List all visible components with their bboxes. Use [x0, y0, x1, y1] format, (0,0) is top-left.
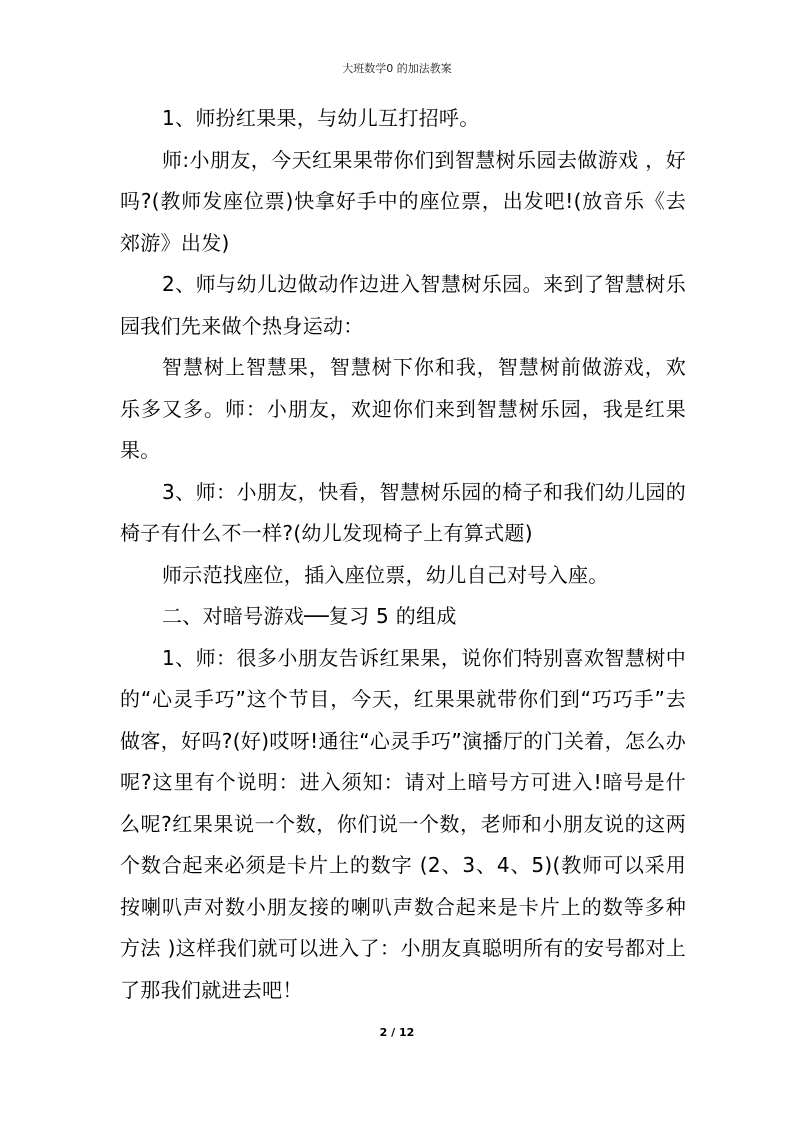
- paragraph: 3、师：小朋友，快看，智慧树乐园的椅子和我们幼儿园的椅子有什么不一样?(幼儿发现椅子上有算式题): [120, 479, 686, 545]
- document-body: [120, 98, 686, 1011]
- paragraph: 1、师：很多小朋友告诉红果果，说你们特别喜欢智慧树中的“心灵手巧”这个节目，今天，红果果就带你们到“巧巧手”去做客，好吗?(好)哎呀!通往“心灵手巧”演播厅的门关着，怎么办呢?这里有个说明：进入须知：请对上暗号方可进入!暗号是什么呢?红果果说一个数，你们说一个数，老师和小朋友说的这两个数合起来必须是卡片上的数字 (2、3、4、5)(教师可以采用按喇叭声对数小朋友接的喇叭声数合起来是卡片上的数等多种方法 )这样我们就可以进入了：小朋友真聪明所有的安号都对上了那我们就进去吧！: [120, 645, 686, 1002]
- section-heading: 二、对暗号游戏──复习 5 的组成: [162, 604, 457, 628]
- page-number: 2 / 12: [379, 1026, 415, 1039]
- paragraph: 师:小朋友，今天红果果带你们到智慧树乐园去做游戏 ，好吗?(教师发座位票)快拿好手中的座位票，出发吧!(放音乐《去郊游》出发): [120, 147, 686, 255]
- paragraph: 1、师扮红果果，与幼儿互打招呼。: [162, 106, 480, 130]
- paragraph: 师示范找座位，插入座位票，幼儿自己对号入座。: [162, 562, 609, 587]
- paragraph: 2、师与幼儿边做动作边进入智慧树乐园。来到了智慧树乐园我们先来做个热身运动：: [120, 272, 686, 338]
- page-header: 大班数学0 的加法教案: [342, 62, 452, 75]
- paragraph: 智慧树上智慧果，智慧树下你和我，智慧树前做游戏，欢乐多又多。师：小朋友，欢迎你们来到智慧树乐园，我是红果果。: [120, 355, 686, 462]
